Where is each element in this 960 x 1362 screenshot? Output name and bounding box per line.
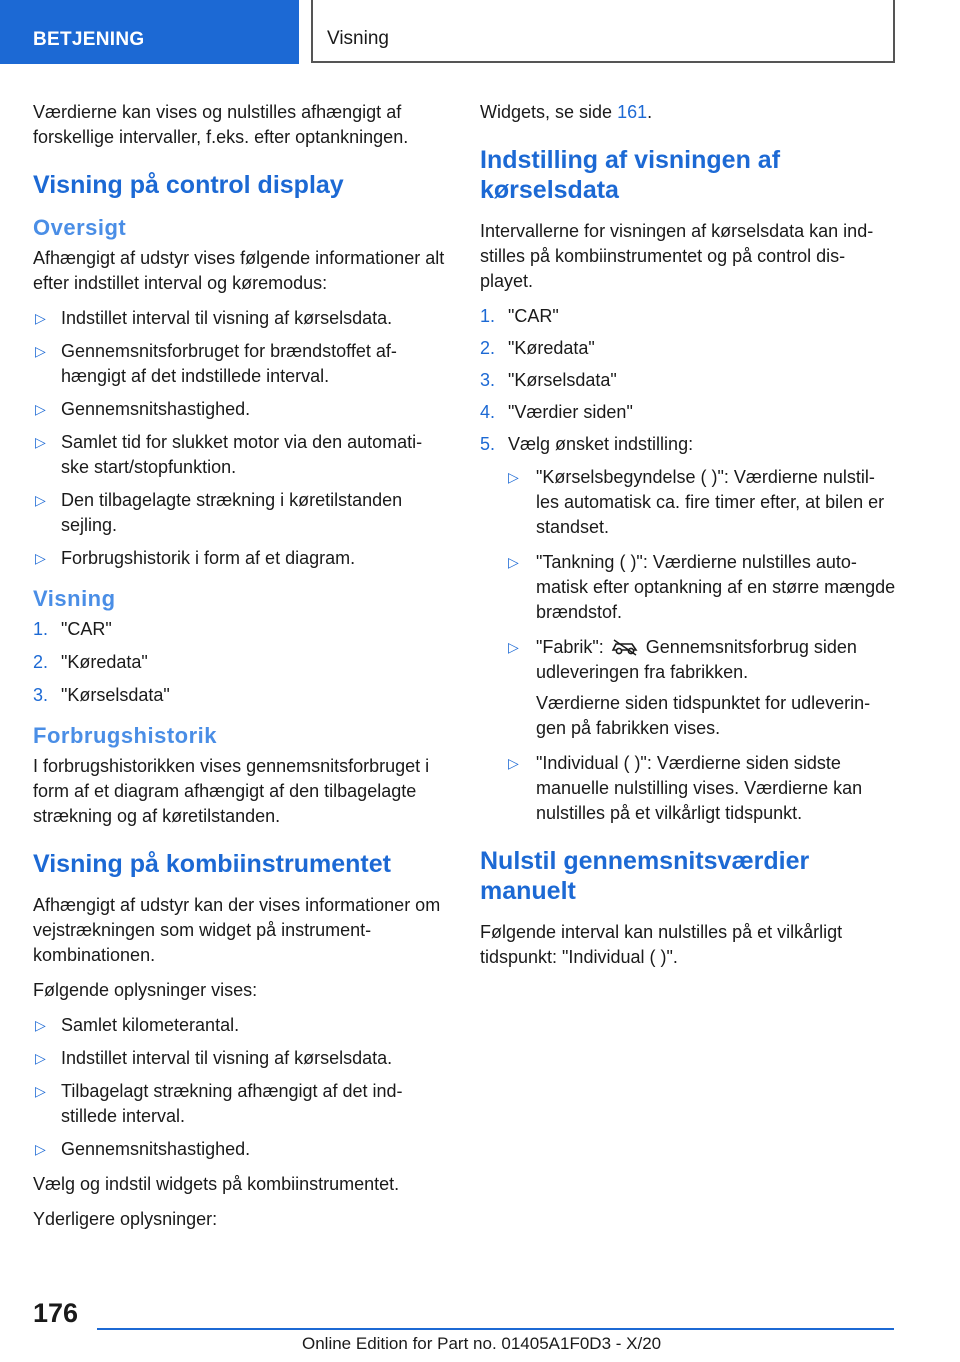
bullet-triangle-icon: ▷	[35, 401, 46, 417]
step-item: 2. "Køredata"	[33, 652, 148, 672]
setting-options-list	[508, 465, 897, 826]
bullet-triangle-icon: ▷	[508, 755, 519, 771]
step-item: 5. Vælg ønsket indstilling: ▷ "Kørselsbegyndelse ( )": Værdierne nulstil-les automatisk ca. fire timer efter, at bilen er standset. ▷ "Tankning ( )": Værdierne nulstilles auto-matisk efter optankning af en større mængde brændstof. ▷ "Fabrik": Gennemsnitsforbrug siden udleveringen fra fabrikken. Værdierne siden tidspunktet for udleverin-gen på fabrikken vises. ▷ "Individual ( )": Værdierne siden sidste manuelle nulstilling vises. Værdierne kan nulstilles på et vilkårligt tidspunkt.	[480, 432, 897, 826]
list-item: ▷ Den tilbagelagte strækning i køretilstanden sejling.	[35, 490, 403, 535]
step-item: 1. "CAR"	[480, 306, 559, 326]
yderligere-paragraph: Yderligere oplysninger:	[33, 1209, 218, 1229]
oversigt-list	[33, 306, 448, 571]
bullet-triangle-icon: ▷	[35, 1017, 46, 1033]
bullet-triangle-icon: ▷	[508, 469, 519, 485]
step-item: 3. "Kørselsdata"	[33, 685, 170, 705]
footer-edition: Online Edition for Part no. 01405A1F0D3 - X/20	[302, 1334, 662, 1353]
chapter-title: Visning	[311, 0, 895, 63]
heading-forbrugshistorik: Forbrugshistorik	[33, 723, 218, 748]
bullet-triangle-icon: ▷	[35, 1050, 46, 1066]
bullet-triangle-icon: ▷	[508, 554, 519, 570]
list-item: ▷ Gennemsnitshastighed.	[33, 397, 448, 422]
list-item: ▷ Indstillet interval til visning af kørselsdata.	[33, 1046, 448, 1071]
list-item: ▷ Indstillet interval til visning af kørselsdata.	[33, 306, 448, 331]
fabrik-note: Værdierne siden tidspunktet for udleverin-gen på fabrikken vises.	[536, 693, 871, 738]
bullet-triangle-icon: ▷	[35, 1141, 46, 1157]
footer-divider	[97, 1328, 894, 1330]
indstilling-steps	[480, 304, 897, 826]
car-icon	[610, 638, 640, 656]
forbrug-paragraph: I forbrugshistorikken vises gennemsnitsforbruget i form af et diagram afhængigt af den tilbagelagte strækning og af køretilstanden.	[33, 756, 430, 826]
indstilling-paragraph: Intervallerne for visningen af kørselsdata kan ind-stilles på kombiinstrumentet og på control dis-playet.	[480, 221, 874, 291]
step-item: 2. "Køredata"	[480, 338, 595, 358]
folgende-paragraph: Følgende oplysninger vises:	[33, 980, 258, 1000]
step-item: 1. "CAR"	[33, 619, 112, 639]
bullet-triangle-icon: ▷	[35, 1083, 46, 1099]
heading-oversigt: Oversigt	[33, 215, 127, 240]
kombi-paragraph: Afhængigt af udstyr kan der vises informationer om vejstrækningen som widget på instrument-kombinationen.	[33, 895, 441, 965]
bullet-triangle-icon: ▷	[35, 492, 46, 508]
intro-paragraph: Værdierne kan vises og nulstilles afhængigt af forskellige intervaller, f.eks. efter optankningen.	[33, 102, 409, 147]
bullet-triangle-icon: ▷	[35, 550, 46, 566]
list-item: ▷ Samlet tid for slukket motor via den automati-ske start/stopfunktion.	[35, 432, 423, 477]
list-item: ▷ Gennemsnitsforbruget for brændstoffet af-hængigt af det indstillede interval.	[35, 341, 397, 386]
right-column	[480, 100, 897, 980]
bullet-triangle-icon: ▷	[35, 310, 46, 326]
bullet-triangle-icon: ▷	[508, 639, 519, 655]
oversigt-paragraph: Afhængigt af udstyr vises følgende informationer alt efter indstillet interval og køremodus:	[33, 248, 445, 293]
section-tab: BETJENING	[0, 0, 299, 64]
kombi-list	[33, 1013, 448, 1162]
widgets-paragraph: Widgets, se side 161.	[480, 102, 653, 122]
list-item: ▷ "Kørselsbegyndelse ( )": Værdierne nulstil-les automatisk ca. fire timer efter, at bilen er standset.	[508, 467, 885, 537]
page-link[interactable]: 161	[617, 102, 648, 122]
list-item: ▷ Gennemsnitshastighed.	[33, 1137, 448, 1162]
bullet-triangle-icon: ▷	[35, 343, 46, 359]
left-column	[33, 100, 448, 1242]
list-item: ▷ Forbrugshistorik i form af et diagram.	[33, 546, 448, 571]
vaelg-paragraph: Vælg og indstil widgets på kombiinstrumentet.	[33, 1174, 400, 1194]
list-item: ▷ Samlet kilometerantal.	[33, 1013, 448, 1038]
heading-indstilling: Indstilling af visningen af kørselsdata	[480, 146, 781, 204]
step-item: 4. "Værdier siden"	[480, 402, 633, 422]
heading-control-display: Visning på control display	[33, 171, 344, 199]
bullet-triangle-icon: ▷	[35, 434, 46, 450]
heading-nulstil: Nulstil gennemsnitsværdier manuelt	[480, 847, 810, 905]
list-item: ▷ "Tankning ( )": Værdierne nulstilles auto-matisk efter optankning af en større mængde brændstof.	[508, 552, 896, 622]
step-item: 3. "Kørselsdata"	[480, 370, 617, 390]
list-item: ▷ "Individual ( )": Værdierne siden sidste manuelle nulstilling vises. Værdierne kan nulstilles på et vilkårligt tidspunkt.	[508, 753, 863, 823]
visning-steps	[33, 617, 448, 708]
nulstil-paragraph: Følgende interval kan nulstilles på et vilkårligt tidspunkt: "Individual ( )".	[480, 922, 843, 967]
heading-kombiinstrument: Visning på kombiinstrumentet	[33, 850, 391, 878]
page-number: 176	[33, 1298, 79, 1328]
list-item: ▷ "Fabrik": Gennemsnitsforbrug siden udleveringen fra fabrikken. Værdierne siden tidspunktet for udleverin-gen på fabrikken vises.	[508, 635, 897, 741]
heading-visning: Visning	[33, 586, 116, 611]
list-item: ▷ Tilbagelagt strækning afhængigt af det ind-stillede interval.	[35, 1081, 403, 1126]
